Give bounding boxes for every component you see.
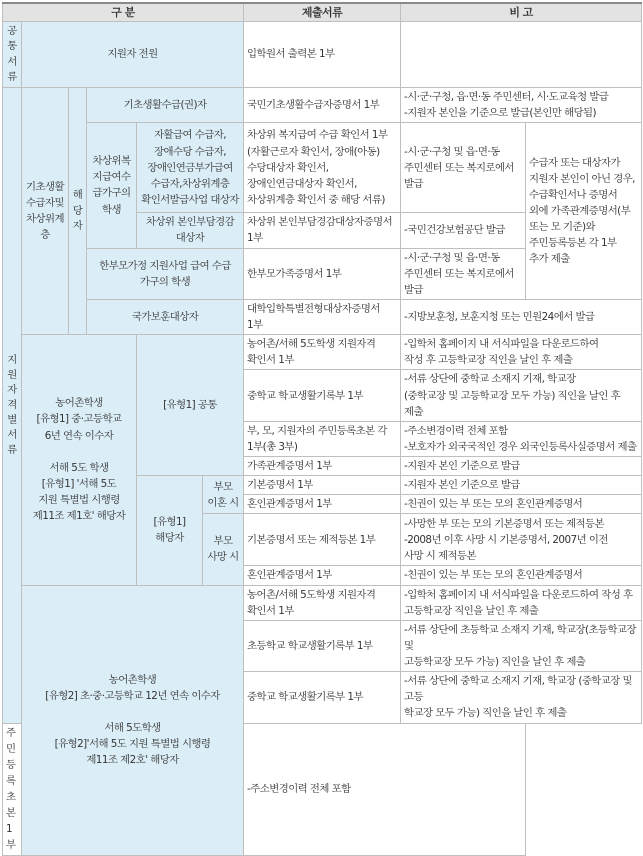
group-eligibility: 지원자격별서류 bbox=[3, 88, 22, 724]
document-cell: 초등학교 학교생활기록부 1부 bbox=[244, 620, 401, 671]
category-parents-deceased: 부모 사망 시 bbox=[203, 514, 244, 585]
note-cell: -친권이 있는 부 또는 모의 혼인관계증명서 bbox=[401, 566, 642, 585]
note-cell: -주소변경이력 전체 포함 bbox=[244, 723, 526, 855]
required-documents-table bbox=[2, 2, 642, 856]
note-cell: -시·군·구청, 읍·면·동 주민센터, 시·도교육청 발급 -지원자 본인을 기준으로 발급(본인만 해당됨) bbox=[401, 88, 642, 123]
document-cell: 차상위 본인부담경감대상자증명서 1부 bbox=[244, 213, 401, 248]
category-copay-reduction: 차상위 본인부담경감 대상자 bbox=[137, 213, 244, 248]
category-basic-recipient: 기초생활수급(권)자 bbox=[87, 88, 244, 123]
category-single-parent: 한부모가정 지원사업 급여 수급 가구의 학생 bbox=[87, 248, 244, 299]
document-cell: 국민기초생활수급자증명서 1부 bbox=[244, 88, 401, 123]
document-cell: 기본증명서 1부 bbox=[244, 476, 401, 495]
document-cell: 입학원서 출력본 1부 bbox=[244, 22, 401, 88]
note-cell-side: 수급자 또는 대상자가 지원자 본인이 아닌 경우, 수급확인서나 증명서 외에 가족관계증명서(부 또는 모 기준)와 주민등록등본 각 1부 추가 제출 bbox=[526, 123, 642, 300]
category-eligible: 해당자 bbox=[69, 88, 87, 335]
note-cell: -시·군·구청 및 읍·면·동 주민센터 또는 복지로에서 발급 bbox=[401, 123, 526, 213]
category-basic-livelihood: 기초생활수급자및차상위계층 bbox=[22, 88, 69, 335]
header-notes: 비 고 bbox=[401, 3, 642, 22]
table-row bbox=[3, 22, 642, 88]
category-type1-eligible: [유형1] 해당자 bbox=[137, 476, 203, 585]
document-cell: 농어촌/서해 5도학생 지원자격 확인서 1부 bbox=[244, 585, 401, 620]
document-cell: 혼인관계증명서 1부 bbox=[244, 566, 401, 585]
category-rural-type2: 농어촌학생 [유형2] 초·중·고등학교 12년 연속 이수자 서해 5도학생 [유형2]'서해 5도 지원 특별법 시행령 제11조 제2호' 해당자 bbox=[22, 585, 244, 855]
note-cell: -서류 상단에 초등학교 소재지 기재, 학교장(초등학교장 및 고등학교장 모두 가능) 직인을 날인 후 제출 bbox=[401, 620, 642, 671]
table-row bbox=[3, 585, 642, 620]
table-row bbox=[3, 335, 642, 370]
category-parents-divorced: 부모 이혼 시 bbox=[203, 476, 244, 514]
note-cell: -친권이 있는 부 또는 모의 혼인관계증명서 bbox=[401, 495, 642, 514]
note-cell: -사망한 부 또는 모의 기본증명서 또는 제적등본 -2008년 이후 사망 시 기본증명서, 2007년 이전 사망 시 제적등본 bbox=[401, 514, 642, 566]
group-common: 공통서류 bbox=[3, 22, 22, 88]
document-cell: 주민등록초본 1부 bbox=[3, 723, 22, 855]
table-row bbox=[3, 123, 642, 213]
header-documents: 제출서류 bbox=[244, 3, 401, 22]
note-cell: -서류 상단에 중학교 소재지 기재, 학교장 (중학교장 및 고등 학교장 모두 가능) 직인을 날인 후 제출 bbox=[401, 672, 642, 723]
document-cell: 가족관계증명서 1부 bbox=[244, 457, 401, 476]
document-cell: 한부모가족증명서 1부 bbox=[244, 248, 401, 299]
document-cell: 혼인관계증명서 1부 bbox=[244, 495, 401, 514]
document-cell: 중학교 학교생활기록부 1부 bbox=[244, 672, 401, 723]
document-cell: 차상위 복지급여 수급 확인서 1부(자활근로자 확인서, 장애(아동)수당대상자 확인서, 장애인연금대상자 확인서, 차상위계층 확인서 중 해당 서류) bbox=[244, 123, 401, 213]
note-cell: -입학처 홈페이지 내 서식파일을 다운로드하여 작성 후 고등학교장 직인을 날인 후 제출 bbox=[401, 335, 642, 370]
note-cell: -지원자 본인 기준으로 발급 bbox=[401, 476, 642, 495]
document-cell: 농어촌/서해 5도학생 지원자격 확인서 1부 bbox=[244, 335, 401, 370]
category-near-poor: 차상위복지급여수급가구의학생 bbox=[87, 123, 137, 248]
category-welfare-benefit: 자활급여 수급자,장애수당 수급자,장애인연금부가급여 수급자,차상위계층 확인서발급사업 대상자 bbox=[137, 123, 244, 213]
note-cell: -지원자 본인 기준으로 발급 bbox=[401, 457, 642, 476]
category-type1-common: [유형1] 공통 bbox=[137, 335, 244, 476]
header-category: 구 분 bbox=[3, 3, 244, 22]
document-cell: 대학입학특별전형대상자증명서 1부 bbox=[244, 299, 401, 334]
document-cell: 부, 모, 지원자의 주민등록초본 각 1부(총 3부) bbox=[244, 421, 401, 456]
document-cell: 기본증명서 또는 제적등본 1부 bbox=[244, 514, 401, 566]
note-cell: -국민건강보험공단 발급 bbox=[401, 213, 526, 248]
table-header-row bbox=[3, 3, 642, 22]
category-veteran: 국가보훈대상자 bbox=[87, 299, 244, 334]
category-rural-type1: 농어촌학생 [유형1] 중·고등학교 6년 연속 이수자 서해 5도 학생 [유형1] '서해 5도 지원 특별법 시행령 제11조 제1호' 해당자 bbox=[22, 335, 137, 585]
table-row bbox=[3, 299, 642, 334]
note-cell bbox=[401, 22, 642, 88]
note-cell: -지방보훈청, 보훈지청 또는 민원24에서 발급 bbox=[401, 299, 642, 334]
note-cell: -시·군·구청 및 읍·면·동 주민센터 또는 복지로에서 발급 bbox=[401, 248, 526, 299]
note-cell: -서류 상단에 중학교 소재지 기재, 학교장 (중학교장 및 고등학교장 모두 가능) 직인을 날인 후 제출 bbox=[401, 370, 642, 421]
category-all-applicants: 지원자 전원 bbox=[22, 22, 244, 88]
note-cell: -주소변경이력 전체 포함 -보호자가 외국국적인 경우 외국인등록사실증명서 제출 bbox=[401, 421, 642, 456]
table-row bbox=[3, 88, 642, 123]
document-cell: 중학교 학교생활기록부 1부 bbox=[244, 370, 401, 421]
note-cell: -입학처 홈페이지 내 서식파일을 다운로드하여 작성 후 고등학교장 직인을 날인 후 제출 bbox=[401, 585, 642, 620]
